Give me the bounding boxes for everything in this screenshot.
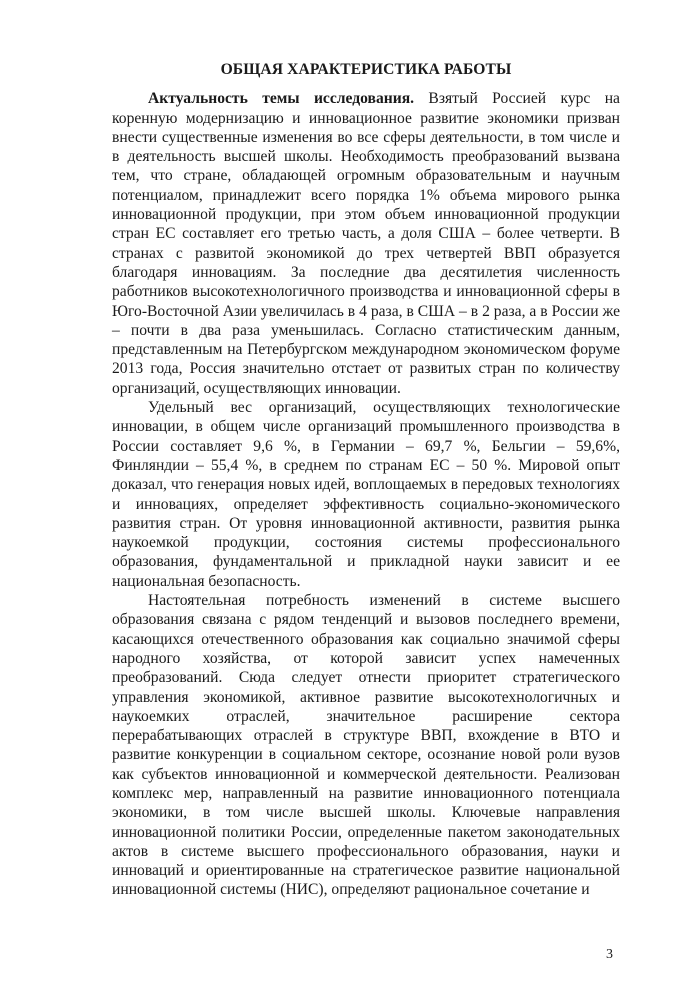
- page-number: 3: [606, 947, 613, 962]
- paragraph-relevance: [112, 89, 620, 398]
- page-content: [112, 60, 620, 900]
- paragraph-innovation-share: Удельный вес организаций, осуществляющих технологические инновации, в общем числе организаций промышленного производства в России составляет 9,6 %, в Германии – 69,7 %, Бельгии – 59,6%, Финляндии – 55,4 %, в среднем по странам ЕС – 50 %. Мировой опыт доказал, что генерация новых идей, воплощаемых в передовых технологиях и инновациях, определяет эффективность социально-экономического развития стран. От уровня инновационной активности, развития рынка наукоемкой продукции, состояния системы профессионального образования, фундаментальной и прикладной науки зависит и ее национальная безопасность.: [112, 399, 620, 590]
- paragraph-higher-education: Настоятельная потребность изменений в системе высшего образования связана с рядом тенденций и вызовов последнего времени, касающихся отечественного образования как социально значимой сферы народного хозяйства, от которой зависит успех намеченных преобразований. Сюда следует отнести приоритет стратегического управления экономикой, активное развитие высокотехнологичных и наукоемких отраслей, значительное расширение сектора перерабатывающих отраслей в структуре ВВП, вхождение в ВТО и развитие конкуренции в социальном секторе, осознание новой роли вузов как субъектов инновационной и коммерческой деятельности. Реализован комплекс мер, направленный на развитие инновационного потенциала экономики, в том числе высшей школы. Ключевые направления инновационной политики России, определенные пакетом законодательных актов в системе высшего профессионального образования, науки и инноваций и ориентированные на стратегическое развитие национальной инновационной системы (НИС), определяют рациональное сочетание и: [112, 592, 620, 899]
- paragraph-lead: Актуальность темы исследования.: [148, 90, 415, 108]
- paragraph-text: Взятый Россией курс на коренную модернизацию и инновационное развитие экономики призван внести существенные изменения во все сферы деятельности, в том числе и в деятельность высшей школы. Необходимость преобразований вызвана тем, что стране, обладающей огромным образовательным и научным потенциалом, принадлежит всего порядка 1% объема мирового рынка инновационной продукции, при этом объем инновационной продукции стран ЕС составляет его третью часть, а доля США – более четверти. В странах с развитой экономикой до трех четвертей ВВП образуется благодаря инновациям. За последние два десятилетия численность работников высокотехнологичного производства и инновационной сферы в Юго-Восточной Азии увеличилась в 4 раза, в США – в 2 раза, а в России же – почти в два раза уменьшилась. Согласно статистическим данным, представленным на Петербургском международном экономическом форуме 2013 года, Россия значительно отстает от развитых стран по количеству организаций, осуществляющих инновации.: [112, 90, 620, 397]
- page-title: ОБЩАЯ ХАРАКТЕРИСТИКА РАБОТЫ: [220, 61, 512, 78]
